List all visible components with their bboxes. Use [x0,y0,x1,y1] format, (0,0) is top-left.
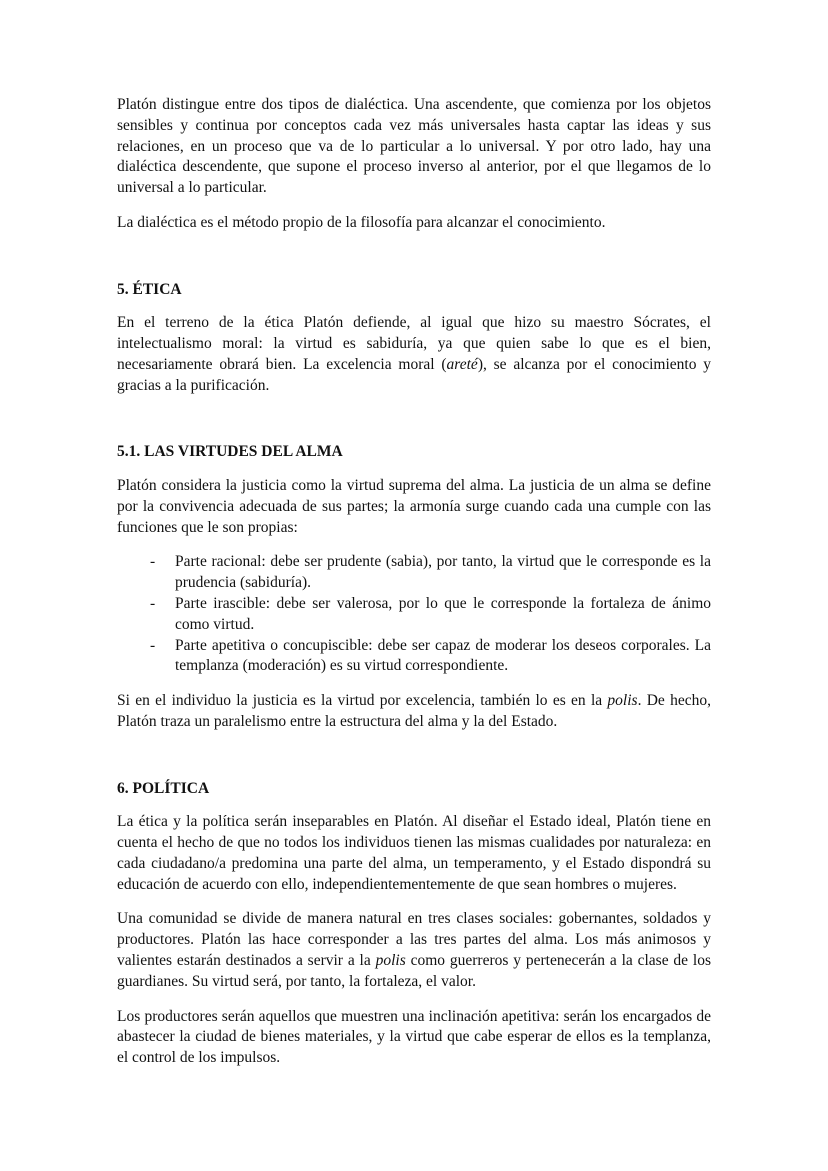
heading-etica: 5. ÉTICA [117,280,182,298]
paragraph-clases-sociales [117,909,711,992]
paragraph-virtudes-intro: Platón considera la justicia como la virtud suprema del alma. La justicia de un alma se define por la convivencia adecuada de sus partes; la armonía surge cuando cada una cumple con las funciones que le son propias: [117,477,711,536]
text-run-italic: areté [446,355,478,373]
text-run: En el terreno de la ética Platón defiende, al igual que hizo su maestro Sócrates, el intelectualismo moral: la virtud es sabiduría, ya que quien sabe lo que es el bien, necesariamente obrará bien. La excelencia moral ( [117,314,711,373]
text-run: ), se alcanza por el conocimiento y gracias a la purificación. [117,355,711,394]
text-run: . De hecho, Platón traza un paralelismo entre la estructura del alma y la del Estado. [117,692,711,730]
paragraph-justicia-polis [117,691,711,733]
heading-politica: 6. POLÍTICA [117,779,210,797]
text-run: Una comunidad se divide de manera natural en tres clases sociales: gobernantes, soldados y productores. Platón las hace corresponder a las tres partes del alma. Los más animosos y valientes estarán destinados a servir a la [117,910,711,969]
text-run: como guerreros y pertenecerán a la clase de los guardianes. Su virtud será, por tanto, la fortaleza, el valor. [117,951,712,990]
dash-marker: - [150,636,156,654]
list-item-text: Parte apetitiva o concupiscible: debe ser capaz de moderar los deseos corporales. La templanza (moderación) es su virtud correspondiente. [175,636,711,675]
heading-virtudes-alma: 5.1. LAS VIRTUDES DEL ALMA [117,443,343,461]
dash-marker: - [150,553,156,571]
list-item-text: Parte racional: debe ser prudente (sabia), por tanto, la virtud que le corresponde es la prudencia (sabiduría). [175,553,711,592]
list-item-parte-irascible [117,594,711,636]
paragraph-politica-estado-ideal: La ética y la política serán inseparables en Platón. Al diseñar el Estado ideal, Platón tiene en cuenta el hecho de que no todos los individuos tienen las mismas cualidades por naturaleza: en cada ciudadano/a predomina una parte del alma, un temperamento, y el Estado dispondrá su educación de acuerdo con ello, independientementemente de que sean hombres o mujeres. [117,813,711,893]
list-item-parte-apetitiva [117,636,711,678]
paragraph-dialectica-metodo: La dialéctica es el método propio de la filosofía para alcanzar el conocimiento. [117,213,606,231]
paragraph-productores: Los productores serán aquellos que muestren una inclinación apetitiva: serán los encargados de abastecer la ciudad de bienes materiales, y la virtud que cabe esperar de ellos es la templanza, el control de los impulsos. [117,1007,711,1067]
dash-marker: - [150,595,156,613]
list-item-parte-racional [117,552,711,594]
paragraph-dialectica-tipos: Platón distingue entre dos tipos de dialéctica. Una ascendente, que comienza por los objetos sensibles y continua por conceptos cada vez más universales hasta captar las ideas y sus relaciones, en un proceso que va de lo particular a lo universal. Y por otro lado, hay una dialéctica descendente, que supone el proceso inverso al anterior, por el que llegamos de lo universal a lo particular. [117,96,711,197]
text-run: Si en el individuo la justicia es la virtud por excelencia, también lo es en la [117,692,608,710]
list-item-text: Parte irascible: debe ser valerosa, por lo que le corresponde la fortaleza de ánimo como virtud. [175,595,711,633]
bullet-list-virtudes [117,552,711,677]
paragraph-etica-intelectualismo [117,313,711,396]
text-run-italic: polis [607,692,638,710]
text-run-italic: polis [375,951,406,969]
